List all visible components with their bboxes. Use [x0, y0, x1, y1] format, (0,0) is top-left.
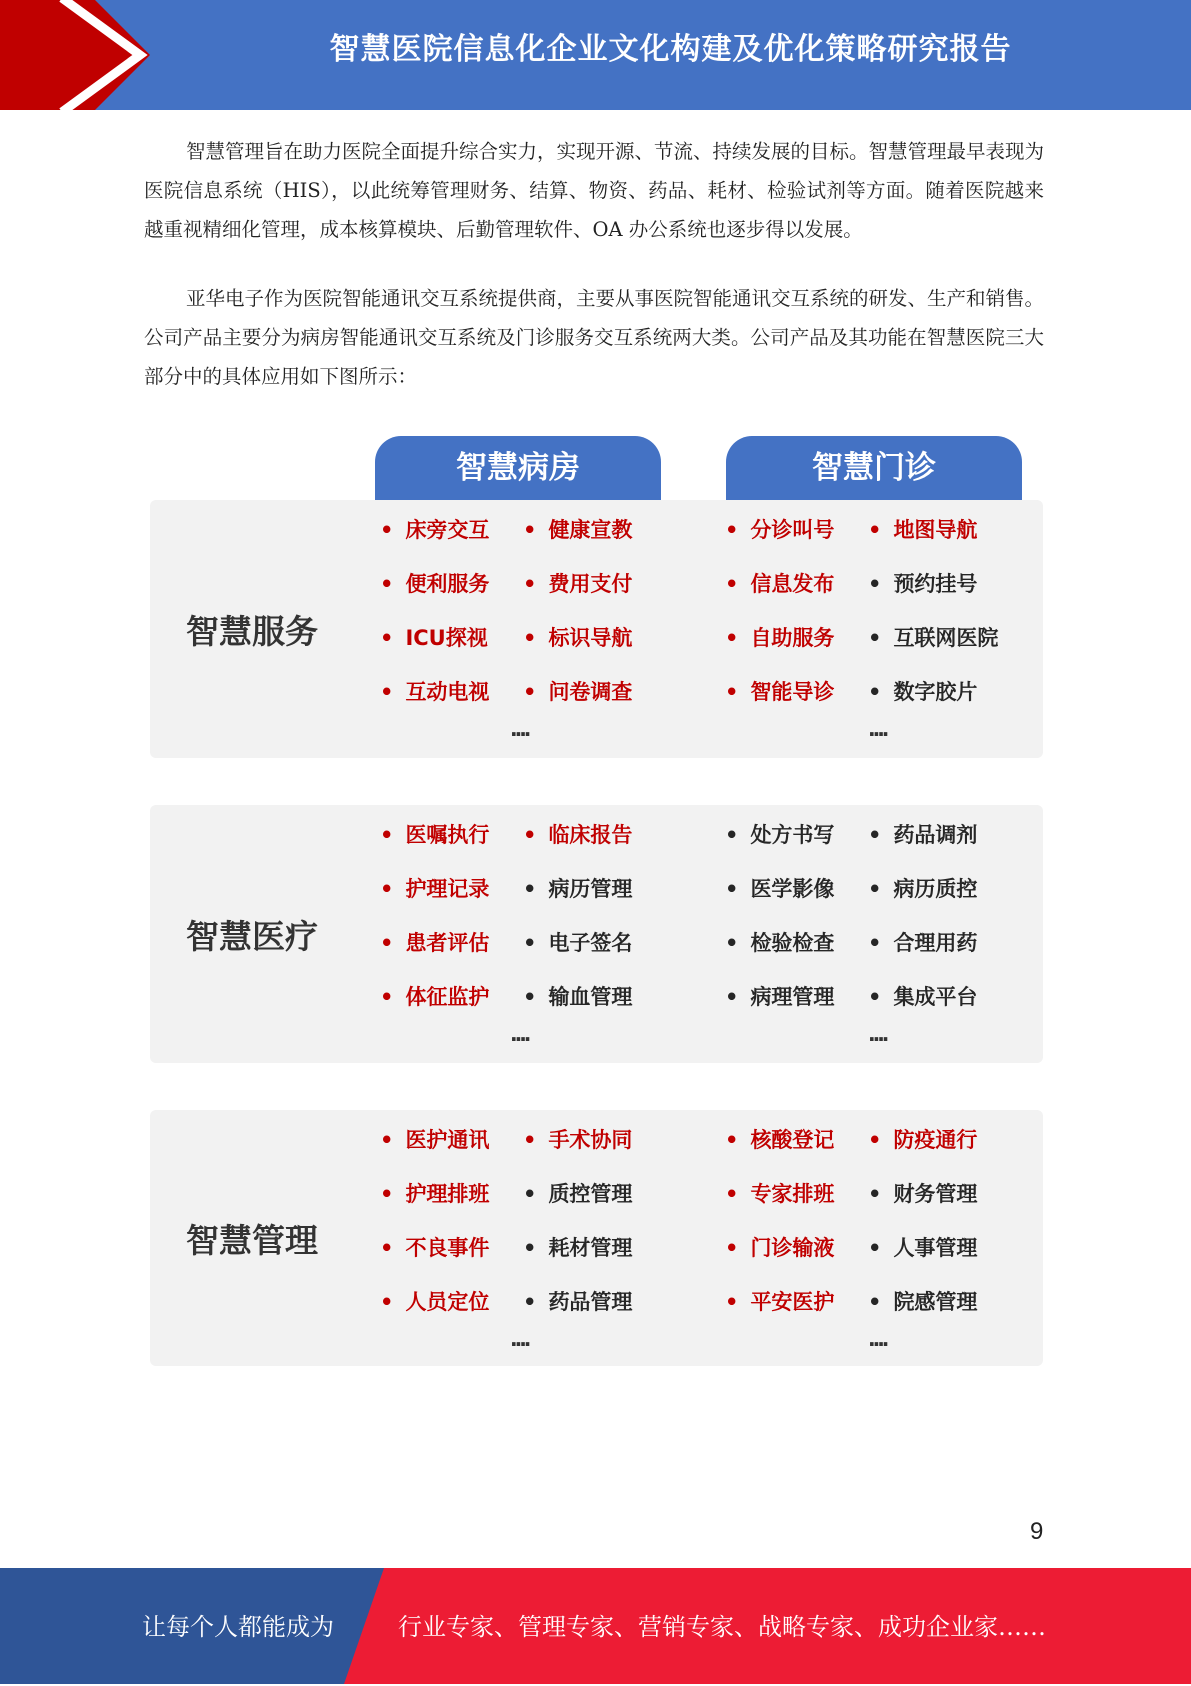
item-label: 门诊输液	[750, 1236, 835, 1260]
section-smart-management	[150, 1110, 1043, 1366]
bullet-dot-icon: •	[380, 823, 394, 847]
bullet-dot-icon: •	[380, 1290, 394, 1314]
ward-item	[380, 927, 489, 957]
bullet-dot-icon: •	[725, 626, 739, 650]
ward-item	[380, 1178, 489, 1208]
ward-item	[523, 514, 632, 544]
item-label: 自助服务	[750, 626, 835, 650]
item-label: 分诊叫号	[750, 518, 835, 542]
more-ellipsis: ····	[868, 1027, 887, 1051]
item-label: 互联网医院	[893, 626, 999, 650]
ward-item	[380, 514, 489, 544]
item-label: 防疫通行	[893, 1128, 978, 1152]
item-label: 临床报告	[548, 823, 633, 847]
item-label: 预约挂号	[893, 572, 978, 596]
clinic-item	[868, 927, 977, 957]
item-label: 标识导航	[548, 626, 633, 650]
intro-paragraph-1: 智慧管理旨在助力医院全面提升综合实力，实现开源、节流、持续发展的目标。智慧管理最早表现为医院信息系统（HIS），以此统筹管理财务、结算、物资、药品、耗材、检验试剂等方面。随着医院越来越重视精细化管理，成本核算模块、后勤管理软件、OA 办公系统也逐步得以发展。	[144, 140, 1045, 241]
section-smart-service	[150, 500, 1043, 758]
bullet-dot-icon: •	[380, 680, 394, 704]
clinic-item	[868, 1124, 977, 1154]
bullet-dot-icon: •	[725, 877, 739, 901]
section-label: 智慧服务	[186, 611, 318, 651]
bullet-dot-icon: •	[523, 680, 537, 704]
item-label: 核酸登记	[750, 1128, 835, 1152]
footer-slogan-left: 让每个人都能成为	[142, 1613, 334, 1641]
clinic-item	[725, 1124, 834, 1154]
clinic-item	[868, 676, 977, 706]
bullet-dot-icon: •	[380, 626, 394, 650]
ward-item	[380, 819, 489, 849]
bullet-dot-icon: •	[725, 931, 739, 955]
more-ellipsis: ····	[868, 1332, 887, 1356]
bullet-dot-icon: •	[868, 1128, 882, 1152]
bullet-dot-icon: •	[868, 877, 882, 901]
bullet-dot-icon: •	[725, 1236, 739, 1260]
bullet-dot-icon: •	[523, 823, 537, 847]
page-footer	[0, 1568, 1191, 1684]
bullet-dot-icon: •	[868, 1290, 882, 1314]
clinic-item	[868, 1178, 977, 1208]
item-label: 数字胶片	[893, 680, 978, 704]
item-label: 体征监护	[405, 985, 490, 1009]
item-label: 费用支付	[548, 572, 633, 596]
item-label: 人事管理	[893, 1236, 978, 1260]
ward-item	[380, 1286, 489, 1316]
item-label: 质控管理	[548, 1182, 633, 1206]
bullet-dot-icon: •	[523, 931, 537, 955]
bullet-dot-icon: •	[868, 1182, 882, 1206]
clinic-item	[868, 873, 977, 903]
ward-item	[523, 1124, 632, 1154]
more-ellipsis: ····	[510, 1332, 529, 1356]
clinic-item	[725, 1232, 834, 1262]
item-label: 护理排班	[405, 1182, 490, 1206]
bullet-dot-icon: •	[868, 626, 882, 650]
bullet-dot-icon: •	[523, 877, 537, 901]
bullet-dot-icon: •	[725, 1290, 739, 1314]
item-label: ICU探视	[405, 626, 488, 650]
item-label: 人员定位	[405, 1290, 490, 1314]
item-label: 智能导诊	[750, 680, 835, 704]
item-label: 便利服务	[405, 572, 490, 596]
ward-item	[380, 568, 489, 598]
clinic-item	[725, 819, 834, 849]
item-label: 检验检查	[750, 931, 835, 955]
clinic-item	[868, 819, 977, 849]
ward-item	[523, 1178, 632, 1208]
item-label: 平安医护	[750, 1290, 835, 1314]
bullet-dot-icon: •	[380, 572, 394, 596]
more-ellipsis: ····	[510, 722, 529, 746]
bullet-dot-icon: •	[868, 680, 882, 704]
bullet-dot-icon: •	[380, 1182, 394, 1206]
clinic-item	[868, 981, 977, 1011]
bullet-dot-icon: •	[380, 1236, 394, 1260]
ward-item	[523, 676, 632, 706]
item-label: 专家排班	[750, 1182, 835, 1206]
bullet-dot-icon: •	[725, 985, 739, 1009]
item-label: 输血管理	[548, 985, 633, 1009]
item-label: 床旁交互	[405, 518, 490, 542]
clinic-item	[725, 1286, 834, 1316]
column-header-smart-clinic: 智慧门诊	[726, 436, 1022, 500]
item-label: 处方书写	[750, 823, 835, 847]
clinic-item	[725, 514, 834, 544]
bullet-dot-icon: •	[523, 1128, 537, 1152]
item-label: 手术协同	[548, 1128, 633, 1152]
bullet-dot-icon: •	[868, 518, 882, 542]
bullet-dot-icon: •	[380, 518, 394, 542]
ward-item	[380, 676, 489, 706]
column-header-smart-ward: 智慧病房	[375, 436, 661, 500]
bullet-dot-icon: •	[868, 823, 882, 847]
bullet-dot-icon: •	[725, 572, 739, 596]
clinic-item	[725, 568, 834, 598]
bullet-dot-icon: •	[868, 985, 882, 1009]
clinic-item	[868, 622, 998, 652]
bullet-dot-icon: •	[523, 1290, 537, 1314]
item-label: 医嘱执行	[405, 823, 490, 847]
bullet-dot-icon: •	[725, 1128, 739, 1152]
ward-item	[523, 568, 632, 598]
item-label: 互动电视	[405, 680, 490, 704]
bullet-dot-icon: •	[725, 1182, 739, 1206]
footer-slogan-right: 行业专家、管理专家、营销专家、战略专家、成功企业家……	[398, 1613, 1046, 1641]
bullet-dot-icon: •	[868, 931, 882, 955]
item-label: 合理用药	[893, 931, 978, 955]
item-label: 财务管理	[893, 1182, 978, 1206]
bullet-dot-icon: •	[380, 985, 394, 1009]
report-title: 智慧医院信息化企业文化构建及优化策略研究报告	[329, 32, 1012, 67]
bullet-dot-icon: •	[725, 823, 739, 847]
item-label: 耗材管理	[548, 1236, 633, 1260]
bullet-dot-icon: •	[868, 1236, 882, 1260]
ward-item	[523, 1232, 632, 1262]
page-header	[0, 0, 1191, 110]
item-label: 集成平台	[893, 985, 978, 1009]
bullet-dot-icon: •	[380, 1128, 394, 1152]
item-label: 病理管理	[750, 985, 835, 1009]
clinic-item	[725, 981, 834, 1011]
bullet-dot-icon: •	[725, 680, 739, 704]
bullet-dot-icon: •	[523, 985, 537, 1009]
ward-item	[523, 981, 632, 1011]
ward-item	[380, 1124, 489, 1154]
item-label: 信息发布	[750, 572, 835, 596]
bullet-dot-icon: •	[523, 626, 537, 650]
item-label: 病历质控	[893, 877, 978, 901]
clinic-item	[725, 873, 834, 903]
bullet-dot-icon: •	[523, 1236, 537, 1260]
page-number: 9	[1030, 1518, 1044, 1545]
ward-item	[523, 927, 632, 957]
item-label: 医护通讯	[405, 1128, 490, 1152]
bullet-dot-icon: •	[380, 877, 394, 901]
more-ellipsis: ····	[510, 1027, 529, 1051]
item-label: 地图导航	[893, 518, 978, 542]
ward-item	[380, 622, 488, 652]
ward-item	[380, 981, 489, 1011]
ward-item	[523, 819, 632, 849]
bullet-dot-icon: •	[523, 1182, 537, 1206]
item-label: 护理记录	[405, 877, 490, 901]
item-label: 药品管理	[548, 1290, 633, 1314]
item-label: 不良事件	[405, 1236, 490, 1260]
bullet-dot-icon: •	[868, 572, 882, 596]
section-label: 智慧医疗	[186, 916, 318, 956]
more-ellipsis: ····	[868, 722, 887, 746]
clinic-item	[725, 676, 834, 706]
clinic-item	[725, 622, 834, 652]
section-smart-medical	[150, 805, 1043, 1063]
item-label: 健康宣教	[548, 518, 633, 542]
clinic-item	[725, 927, 834, 957]
ward-item	[523, 873, 632, 903]
intro-paragraph-2: 亚华电子作为医院智能通讯交互系统提供商，主要从事医院智能通讯交互系统的研发、生产和销售。公司产品主要分为病房智能通讯交互系统及门诊服务交互系统两大类。公司产品及其功能在智慧医院三大部分中的具体应用如下图所示：	[144, 287, 1045, 388]
item-label: 药品调剂	[893, 823, 978, 847]
item-label: 问卷调查	[548, 680, 633, 704]
clinic-item	[868, 514, 977, 544]
clinic-item	[868, 1286, 977, 1316]
ward-item	[523, 622, 632, 652]
bullet-dot-icon: •	[725, 518, 739, 542]
item-label: 患者评估	[405, 931, 490, 955]
bullet-dot-icon: •	[380, 931, 394, 955]
item-label: 病历管理	[548, 877, 633, 901]
bullet-dot-icon: •	[523, 572, 537, 596]
ward-item	[380, 873, 489, 903]
item-label: 医学影像	[750, 877, 835, 901]
ward-item	[523, 1286, 632, 1316]
section-label: 智慧管理	[186, 1220, 318, 1260]
bullet-dot-icon: •	[523, 518, 537, 542]
clinic-item	[868, 1232, 977, 1262]
clinic-item	[868, 568, 977, 598]
clinic-item	[725, 1178, 834, 1208]
ward-item	[380, 1232, 489, 1262]
item-label: 院感管理	[893, 1290, 978, 1314]
item-label: 电子签名	[548, 931, 633, 955]
